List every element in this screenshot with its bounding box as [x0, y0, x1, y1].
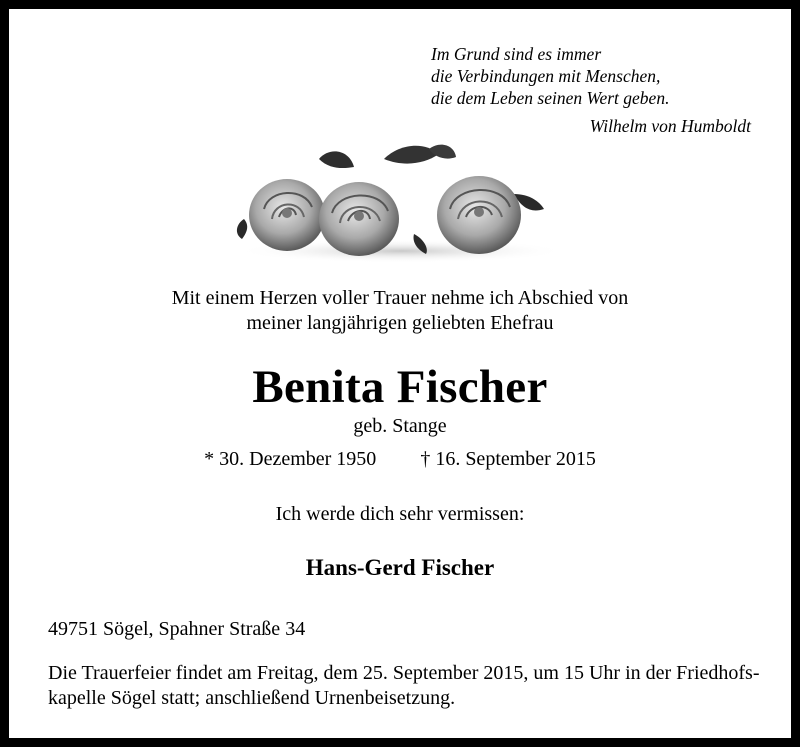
- address: 49751 Sögel, Spahner Straße 34: [48, 618, 306, 640]
- quote-line: Im Grund sind es immer: [431, 44, 602, 64]
- signer-name: Hans-Gerd Fischer: [305, 555, 495, 580]
- intro-text: [9, 286, 791, 336]
- obituary-notice: [9, 9, 791, 738]
- birth-date: * 30. Dezember 1950: [204, 448, 377, 470]
- roses-image: [234, 139, 569, 264]
- maiden-name: geb. Stange: [353, 415, 447, 437]
- quote-line: die Verbindungen mit Menschen,: [431, 66, 661, 86]
- quote-line: die dem Leben seinen Wert geben.: [431, 88, 670, 108]
- rose-right: [437, 176, 521, 254]
- funeral-line: kapelle Sögel statt; anschließend Urnenbeisetzung.: [48, 687, 456, 709]
- rose-left: [249, 179, 325, 251]
- intro-line: meiner langjährigen geliebten Ehefrau: [246, 312, 554, 334]
- life-dates: [9, 446, 791, 472]
- quote-author: Wilhelm von Humboldt: [589, 116, 751, 136]
- rose-middle: [319, 182, 399, 256]
- death-date: † 16. September 2015: [420, 448, 596, 470]
- deceased-name: Benita Fischer: [252, 361, 548, 413]
- intro-line: Mit einem Herzen voller Trauer nehme ich Abschied von: [171, 287, 629, 309]
- farewell-text: Ich werde dich sehr vermissen:: [275, 503, 525, 525]
- quote-block: [431, 43, 751, 137]
- funeral-info: [48, 661, 760, 711]
- funeral-line: Die Trauerfeier findet am Freitag, dem 25. September 2015, um 15 Uhr in der Friedhofs-: [48, 662, 760, 684]
